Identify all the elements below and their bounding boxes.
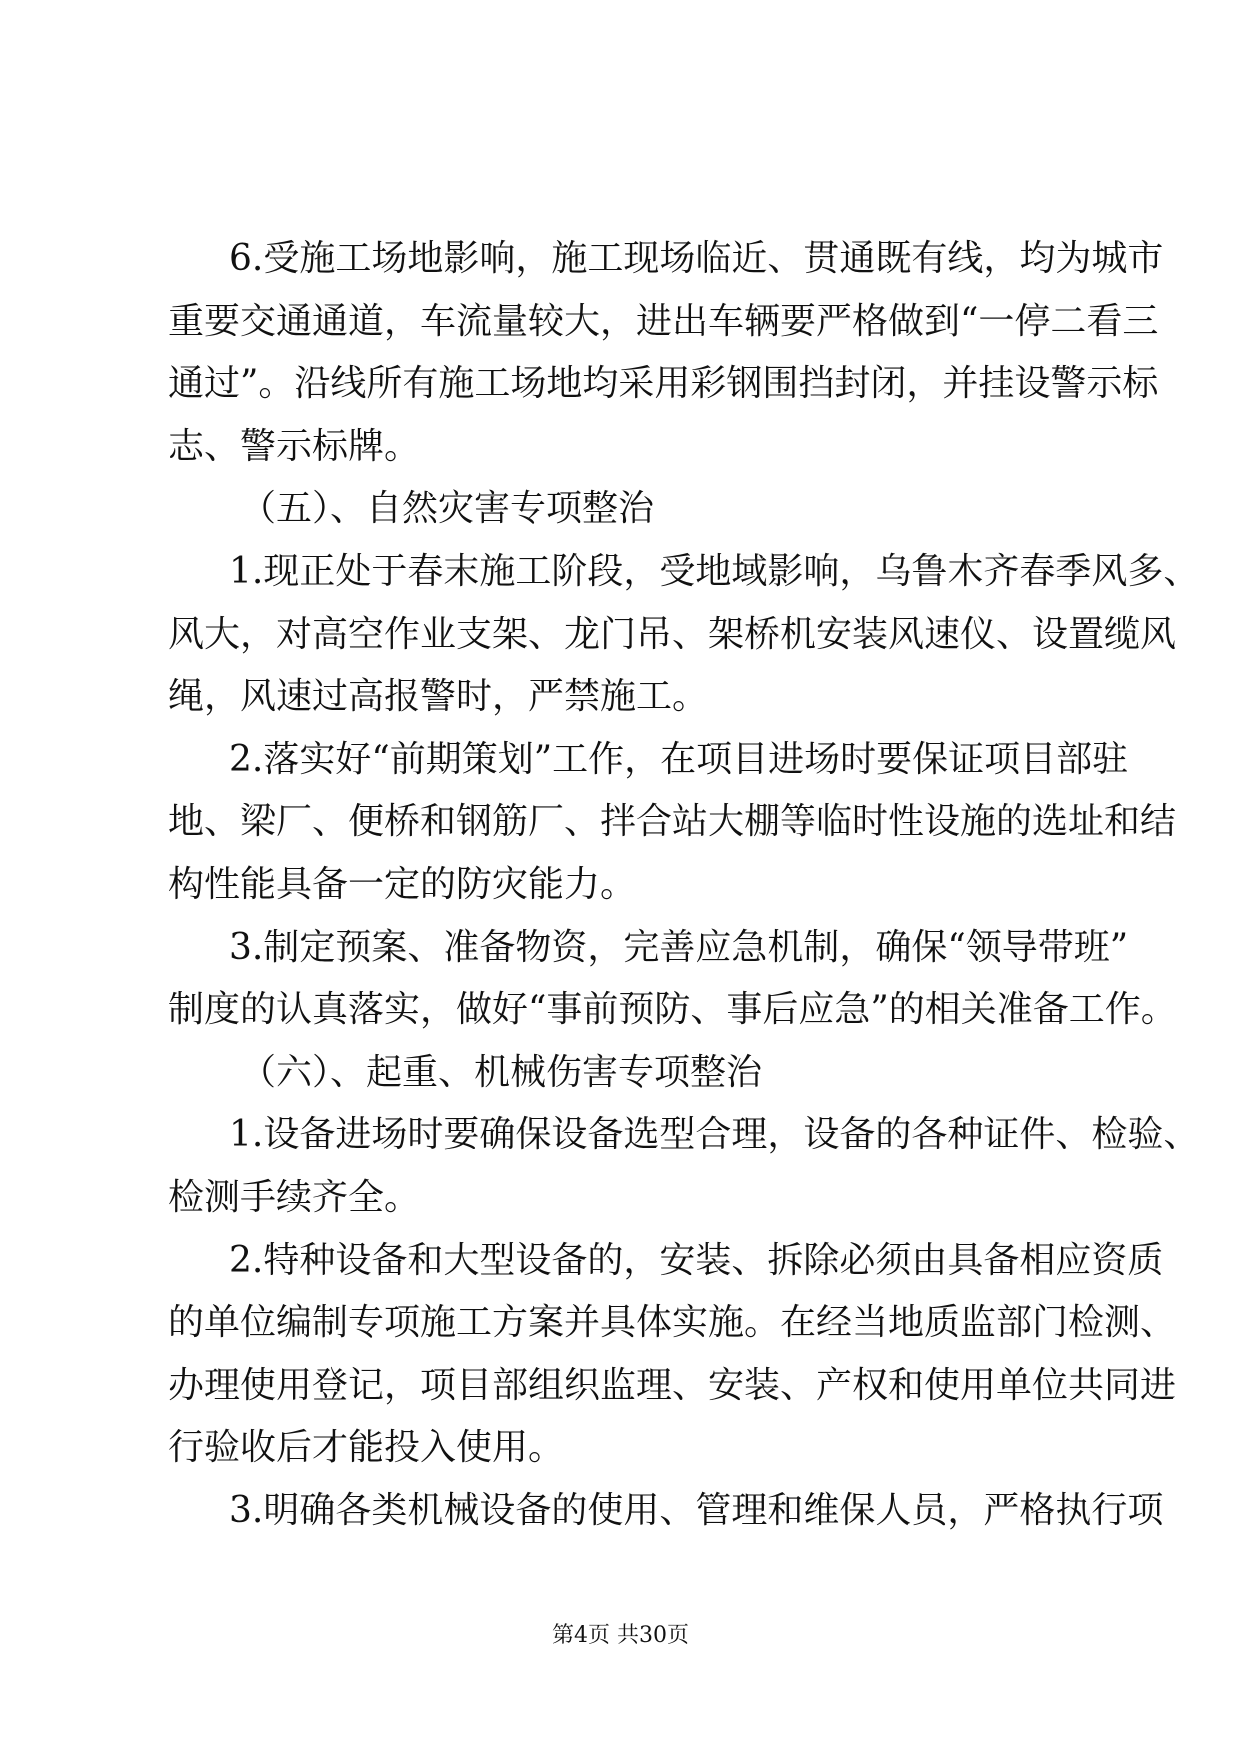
section-heading: （五）、自然灾害专项整治 <box>240 488 655 530</box>
paragraph-line: 绳，风速过高报警时，严禁施工。 <box>168 676 709 718</box>
section-heading: （六）、起重、机械伤害专项整治 <box>240 1051 763 1093</box>
paragraph-line: 3.明确各类机械设备的使用、管理和维保人员，严格执行项 <box>229 1490 1164 1531</box>
paragraph-line: 制度的认真落实，做好“事前预防、事后应急”的相关准备工作。 <box>168 989 1177 1031</box>
paragraph-line: 行验收后才能投入使用。 <box>168 1427 565 1469</box>
paragraph-line: 6.受施工场地影响，施工现场临近、贯通既有线，均为城市 <box>229 238 1164 279</box>
paragraph-line: 构性能具备一定的防灾能力。 <box>168 864 637 905</box>
paragraph-line: 1.现正处于春末施工阶段，受地域影响，乌鲁木齐春季风多、 <box>229 551 1200 592</box>
paragraph-line: 地、梁厂、便桥和钢筋厂、拌合站大棚等临时性设施的选址和结 <box>168 801 1177 843</box>
paragraph-line: 通过”。沿线所有施工场地均采用彩钢围挡封闭，并挂设警示标 <box>168 363 1159 405</box>
paragraph-line: 1.设备进场时要确保设备选型合理，设备的各种证件、检验、 <box>229 1114 1200 1156</box>
paragraph-line: 风大，对高空作业支架、龙门吊、架桥机安装风速仪、设置缆风 <box>168 613 1177 655</box>
paragraph-line: 检测手续齐全。 <box>168 1177 421 1218</box>
paragraph-line: 办理使用登记，项目部组织监理、安装、产权和使用单位共同进 <box>168 1364 1177 1406</box>
paragraph-line: 重要交通通道，车流量较大，进出车辆要严格做到“一停二看三 <box>168 300 1159 342</box>
paragraph-line: 的单位编制专项施工方案并具体实施。在经当地质监部门检测、 <box>168 1302 1177 1344</box>
paragraph-line: 2.特种设备和大型设备的，安装、拆除必须由具备相应资质 <box>229 1239 1164 1281</box>
paragraph-line: 2.落实好“前期策划”工作，在项目进场时要保证项目部驻 <box>229 738 1129 780</box>
paragraph-line: 3.制定预案、准备物资，完善应急机制，确保“领导带班” <box>229 926 1129 968</box>
paragraph-line: 志、警示标牌。 <box>168 425 421 467</box>
page-number: 第4页 共30页 <box>552 1623 689 1648</box>
